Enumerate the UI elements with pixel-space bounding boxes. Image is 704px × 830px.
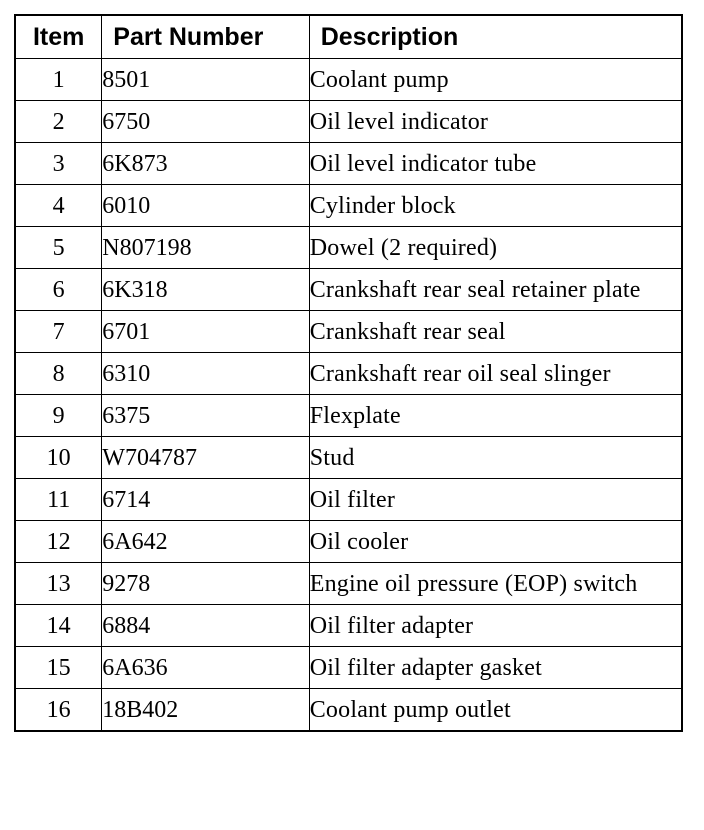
- item-cell: 12: [15, 521, 102, 563]
- table-row: [15, 437, 682, 479]
- header-part-number: Part Number: [102, 15, 309, 59]
- part-number-cell: 6A642: [102, 521, 309, 563]
- description-cell: Coolant pump: [309, 59, 682, 101]
- part-number-cell: 6A636: [102, 647, 309, 689]
- description-cell: Stud: [309, 437, 682, 479]
- description-cell: Oil cooler: [309, 521, 682, 563]
- table-row: [15, 395, 682, 437]
- header-row: [15, 15, 682, 59]
- table-row: [15, 143, 682, 185]
- item-cell: 15: [15, 647, 102, 689]
- description-cell: Oil filter: [309, 479, 682, 521]
- table-row: [15, 101, 682, 143]
- part-number-cell: 9278: [102, 563, 309, 605]
- item-cell: 1: [15, 59, 102, 101]
- part-number-cell: 6714: [102, 479, 309, 521]
- part-number-cell: N807198: [102, 227, 309, 269]
- header-item: Item: [15, 15, 102, 59]
- item-cell: 16: [15, 689, 102, 732]
- item-cell: 8: [15, 353, 102, 395]
- item-cell: 13: [15, 563, 102, 605]
- description-cell: Dowel (2 required): [309, 227, 682, 269]
- parts-table-header: [15, 15, 682, 59]
- item-cell: 14: [15, 605, 102, 647]
- item-cell: 9: [15, 395, 102, 437]
- part-number-cell: 18B402: [102, 689, 309, 732]
- part-number-cell: 8501: [102, 59, 309, 101]
- item-cell: 3: [15, 143, 102, 185]
- header-description: Description: [309, 15, 682, 59]
- part-number-cell: 6701: [102, 311, 309, 353]
- description-cell: Coolant pump outlet: [309, 689, 682, 732]
- description-cell: Oil filter adapter gasket: [309, 647, 682, 689]
- item-cell: 10: [15, 437, 102, 479]
- parts-table-body: [15, 59, 682, 732]
- part-number-cell: 6K318: [102, 269, 309, 311]
- description-cell: Flexplate: [309, 395, 682, 437]
- part-number-cell: 6010: [102, 185, 309, 227]
- part-number-cell: 6375: [102, 395, 309, 437]
- table-row: [15, 269, 682, 311]
- description-cell: Crankshaft rear seal retainer plate: [309, 269, 682, 311]
- table-row: [15, 647, 682, 689]
- item-cell: 6: [15, 269, 102, 311]
- table-row: [15, 563, 682, 605]
- item-cell: 2: [15, 101, 102, 143]
- part-number-cell: 6K873: [102, 143, 309, 185]
- description-cell: Engine oil pressure (EOP) switch: [309, 563, 682, 605]
- description-cell: Oil level indicator: [309, 101, 682, 143]
- part-number-cell: 6310: [102, 353, 309, 395]
- description-cell: Oil filter adapter: [309, 605, 682, 647]
- part-number-cell: 6750: [102, 101, 309, 143]
- description-cell: Crankshaft rear seal: [309, 311, 682, 353]
- table-row: [15, 185, 682, 227]
- item-cell: 5: [15, 227, 102, 269]
- table-row: [15, 227, 682, 269]
- part-number-cell: W704787: [102, 437, 309, 479]
- description-cell: Crankshaft rear oil seal slinger: [309, 353, 682, 395]
- table-row: [15, 689, 682, 732]
- table-row: [15, 311, 682, 353]
- parts-table: [14, 14, 683, 732]
- description-cell: Oil level indicator tube: [309, 143, 682, 185]
- part-number-cell: 6884: [102, 605, 309, 647]
- description-cell: Cylinder block: [309, 185, 682, 227]
- item-cell: 11: [15, 479, 102, 521]
- item-cell: 7: [15, 311, 102, 353]
- table-row: [15, 59, 682, 101]
- table-row: [15, 521, 682, 563]
- table-row: [15, 605, 682, 647]
- item-cell: 4: [15, 185, 102, 227]
- table-row: [15, 479, 682, 521]
- table-row: [15, 353, 682, 395]
